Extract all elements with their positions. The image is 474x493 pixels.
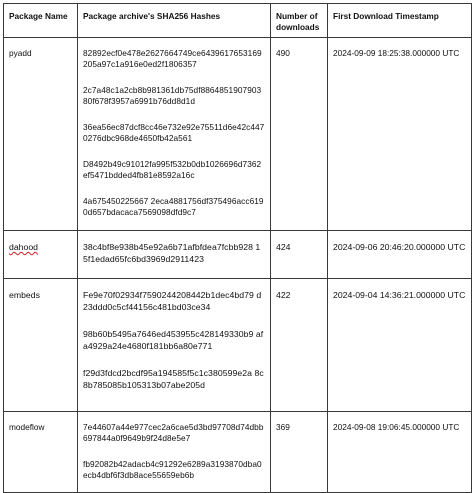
- package-name-cell: [4, 279, 78, 412]
- timestamp-cell: 2024-09-06 20:46:20.000000 UTC: [328, 231, 472, 279]
- timestamp-cell: 2024-09-04 14:36:21.000000 UTC: [328, 279, 472, 412]
- header-timestamp: First Download Timestamp: [328, 4, 472, 38]
- header-package-name: Package Name: [4, 4, 78, 38]
- downloads-cell: 422: [271, 279, 328, 412]
- hash-value: 2c7a48c1a2cb8b981361db75df8864851907903 80f678f3957a6991b76dd8d1d: [83, 85, 262, 106]
- package-name: embeds: [9, 290, 40, 300]
- package-name: pyadd: [9, 48, 32, 58]
- table-row: [4, 412, 472, 493]
- hash-value: 98b60b5495a7646ed453955c428149330b9 afa4929a24e4680f181bb6a80e771: [83, 329, 264, 351]
- downloads-cell: 369: [271, 412, 328, 493]
- hashes-cell: [78, 38, 271, 231]
- package-name-cell: [4, 38, 78, 231]
- table-row: [4, 38, 472, 231]
- package-name-cell: [4, 231, 78, 279]
- package-name: dahood: [9, 242, 38, 252]
- hash-value: 4a675450225667 2eca4881756df375496acc6190d657bdacaca7569098dfd9c7: [83, 196, 264, 217]
- downloads-cell: 424: [271, 231, 328, 279]
- hash-value: 7e44607a44e977cec2a6cae5d3bd97708d74dbb 697844a0f9649b9f24d8e5e7: [83, 422, 264, 443]
- hash-value: f29d3fdcd2bcdf95a194585f5c1c380599e2a 8c8b785085b105313b07abe205d: [83, 368, 264, 390]
- hash-value: Fe9e70f02934f7590244208442b1dec4bd79 d23ddd0c5cf44156c481bd03ce34: [83, 290, 262, 312]
- timestamp-cell: 2024-09-09 18:25:38.000000 UTC: [328, 38, 472, 231]
- packages-table: [3, 3, 472, 493]
- hashes-cell: [78, 412, 271, 493]
- timestamp-cell: 2024-09-08 19:06:45.000000 UTC: [328, 412, 472, 493]
- hashes-cell: [78, 279, 271, 412]
- header-downloads: Number of downloads: [271, 4, 328, 38]
- table-row: [4, 231, 472, 279]
- hash-value: 82892ecf0e478e2627664749ce6439617653169205a97c1a916e0ed2f1806357: [83, 48, 262, 69]
- table-row: [4, 279, 472, 412]
- package-name: modeflow: [9, 422, 45, 432]
- header-hashes: Package archive's SHA256 Hashes: [78, 4, 271, 38]
- table-header-row: [4, 4, 472, 38]
- hash-value: fb92082b42adacb4c91292e6289a3193870dba0 ecb4dbf6f3db8ace55659eb6b: [83, 459, 262, 480]
- hash-value: D8492b49c91012fa995f532b0db1026696d7362 ef5471bdded4fb81e8592a16c: [83, 159, 262, 180]
- hashes-cell: [78, 231, 271, 279]
- hash-value: 38c4bf8e938b45e92a6b71afbfdea7fcbb928 15f1edad65fc6bd3969d2911423: [83, 242, 261, 264]
- downloads-cell: 490: [271, 38, 328, 231]
- hash-value: 36ea56ec87dcf8cc46e732e92e75511d6e42c447 0276dbc968de4650fb42a561: [83, 122, 265, 143]
- package-name-cell: [4, 412, 78, 493]
